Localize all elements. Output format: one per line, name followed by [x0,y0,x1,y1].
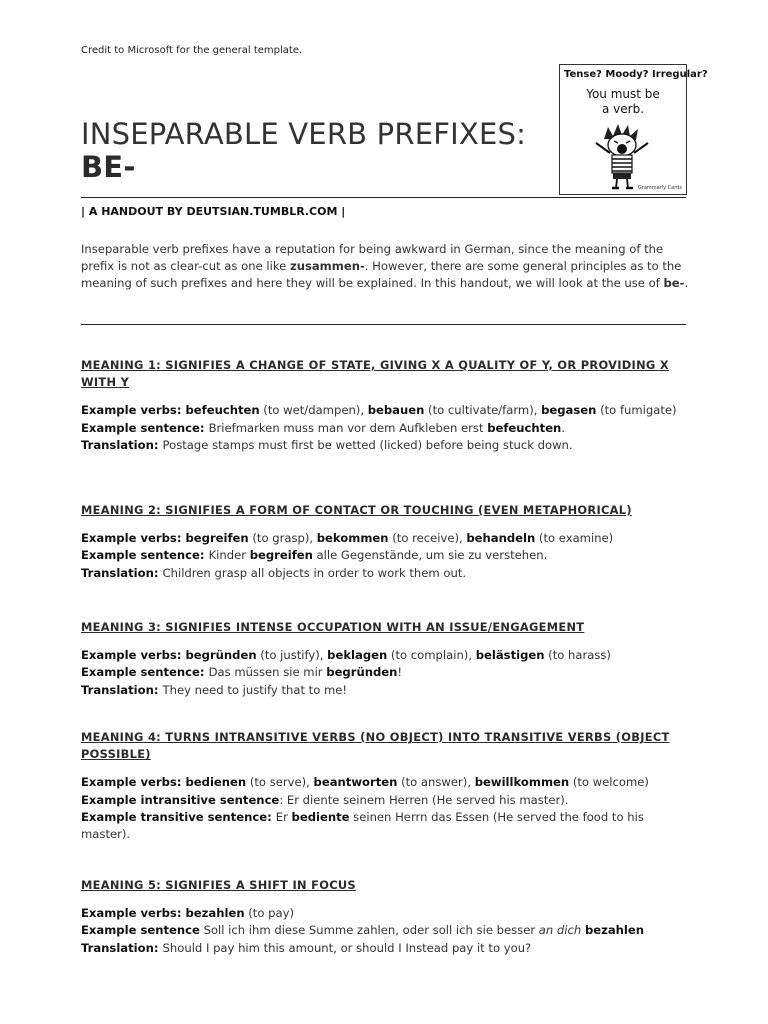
section-line [81,565,691,582]
text-run: Das müssen sie mir [208,665,327,680]
text-run: (to wet/dampen), [259,403,368,418]
bold-text: Example verbs: [81,403,186,418]
section-line [81,547,691,564]
text-run: . [561,420,565,435]
text-run: Briefmarken muss man vor dem Aufkleben erst [208,420,488,435]
section-heading: MEANING 4: TURNS INTRANSITIVE VERBS (NO OBJECT) INTO TRANSITIVE VERBS (OBJECT POSSIBLE) [81,730,670,762]
section-body [81,774,691,843]
bold-text: Example verbs: [81,775,186,790]
bold-text: begasen [541,403,597,418]
section-line [81,664,691,681]
bold-text: beklagen [327,648,388,663]
section-line [81,922,691,939]
text-run: Inseparable verb prefixes have a reputation for being awkward in German, since the meaning of the prefix is not as clear-cut as one like [81,242,664,273]
bold-text: Example intransitive sentence [81,792,280,807]
section-line [81,774,691,791]
handout-byline: | A HANDOUT BY DEUTSIAN.TUMBLR.COM | [81,205,346,218]
section-line [81,940,691,957]
text-run: They need to justify that to me! [162,682,348,697]
text-run: (to grasp), [248,531,317,546]
text-run: Should I pay him this amount, or should I Instead pay it to you? [162,940,532,955]
section-heading: MEANING 2: SIGNIFIES A FORM OF CONTACT OR TOUCHING (EVEN METAPHORICAL) [81,503,632,517]
bold-text: begründen [326,665,398,680]
text-run: : Er diente seinem Herren (He served his master). [279,792,569,807]
section-line [81,682,691,699]
bold-text: Translation: [81,682,163,697]
text-run: (to fumigate) [596,403,677,418]
text-run: (to justify), [256,648,328,663]
comic-subtext-2: a verb. [601,102,645,116]
meaning-section-1 [81,357,691,454]
text-run: (to examine) [535,531,614,546]
divider-intro [81,324,686,325]
page-title [81,118,551,184]
section-body [81,402,691,454]
section-line [81,809,691,843]
section-line [81,530,691,547]
text-run: (to serve), [246,775,314,790]
section-heading: MEANING 3: SIGNIFIES INTENSE OCCUPATION WITH AN ISSUE/ENGAGEMENT [81,620,585,634]
text-run: Kinder [208,548,250,563]
meaning-section-3 [81,619,691,699]
bold-text: Translation: [81,437,163,452]
comic-caption: Tense? Moody? Irregular? [564,69,708,80]
bold-text: bewillkommen [474,775,570,790]
meaning-section-5 [81,877,691,957]
italic-text: an dich [538,923,582,938]
bold-text: begreifen [185,531,249,546]
divider-top [81,197,686,198]
comic-brand: Grammarly Cards [637,185,682,191]
text-run: (to receive), [388,531,467,546]
section-body [81,905,691,957]
bold-text: Example verbs: [81,648,186,663]
bold-text: bedienen [185,775,247,790]
section-line [81,647,691,664]
text-run: (to answer), [397,775,475,790]
bold-text: befeuchten [487,420,562,435]
section-line [81,402,691,419]
section-line [81,792,691,809]
text-run: ! [397,665,403,680]
section-line [81,905,691,922]
comic-subtext-1: You must be [586,87,660,101]
intro-paragraph [81,241,691,292]
title-line-1: INSEPARABLE VERB PREFIXES: [81,117,527,151]
text-run: (to complain), [387,648,476,663]
credit-note: Credit to Microsoft for the general template. [81,45,303,56]
section-line [81,420,691,437]
bold-text: bebauen [367,403,425,418]
text-run: (to cultivate/farm), [424,403,542,418]
section-body [81,530,691,582]
bold-text: Example sentence: [81,665,209,680]
bold-text: behandeln [466,531,536,546]
bold-text: Translation: [81,940,163,955]
bold-text: bediente [291,809,350,824]
cartoon-boy-icon [582,121,666,193]
bold-text: Example sentence: [81,420,209,435]
meaning-section-2 [81,502,691,582]
bold-text: Example verbs: [81,531,186,546]
comic-subtext [564,87,682,117]
bold-text: belästigen [475,648,545,663]
bold-text: Translation: [81,565,163,580]
bold-text: beantworten [313,775,398,790]
section-heading: MEANING 1: SIGNIFIES A CHANGE OF STATE, GIVING X A QUALITY OF Y, OR PROVIDING X WITH Y [81,358,669,390]
bold-text: bekommen [316,531,389,546]
bold-text: Example sentence [81,923,200,938]
bold-text: Example transitive sentence: [81,809,276,824]
text-run: . However, there are some general principles as to the meaning of such prefixes and here they will be explained. In this handout, we will look at the use of [81,259,682,290]
bold-text: begreifen [249,548,313,563]
text-run: Er [275,809,292,824]
bold-text: bezahlen [185,906,245,921]
bold-text: befeuchten [185,403,260,418]
text-run: Postage stamps must first be wetted (licked) before being stuck down. [162,437,573,452]
bold-text: Example verbs: [81,906,186,921]
comic-illustration [559,64,708,195]
text-run: (to harass) [544,648,611,663]
bold-text: Example sentence: [81,548,209,563]
title-line-2: BE- [81,150,136,184]
bold-text: begründen [185,648,257,663]
text-run: (to welcome) [569,775,649,790]
text-run: (to pay) [244,906,294,921]
text-run: seinen Herrn das Essen (He served the food to his master). [81,809,644,842]
text-run: . [684,276,689,290]
bold-text: zusammen- [289,259,365,273]
text-run: alle Gegenstände, um sie zu verstehen. [312,548,548,563]
section-heading: MEANING 5: SIGNIFIES A SHIFT IN FOCUS [81,878,356,892]
section-line [81,437,691,454]
meaning-section-4 [81,729,691,843]
bold-text: bezahlen [584,923,645,938]
text-run: Soll ich ihm diese Summe zahlen, oder soll ich sie besser [199,923,539,938]
text-run: Children grasp all objects in order to work them out. [162,565,467,580]
section-body [81,647,691,699]
bold-text: be- [663,276,685,290]
